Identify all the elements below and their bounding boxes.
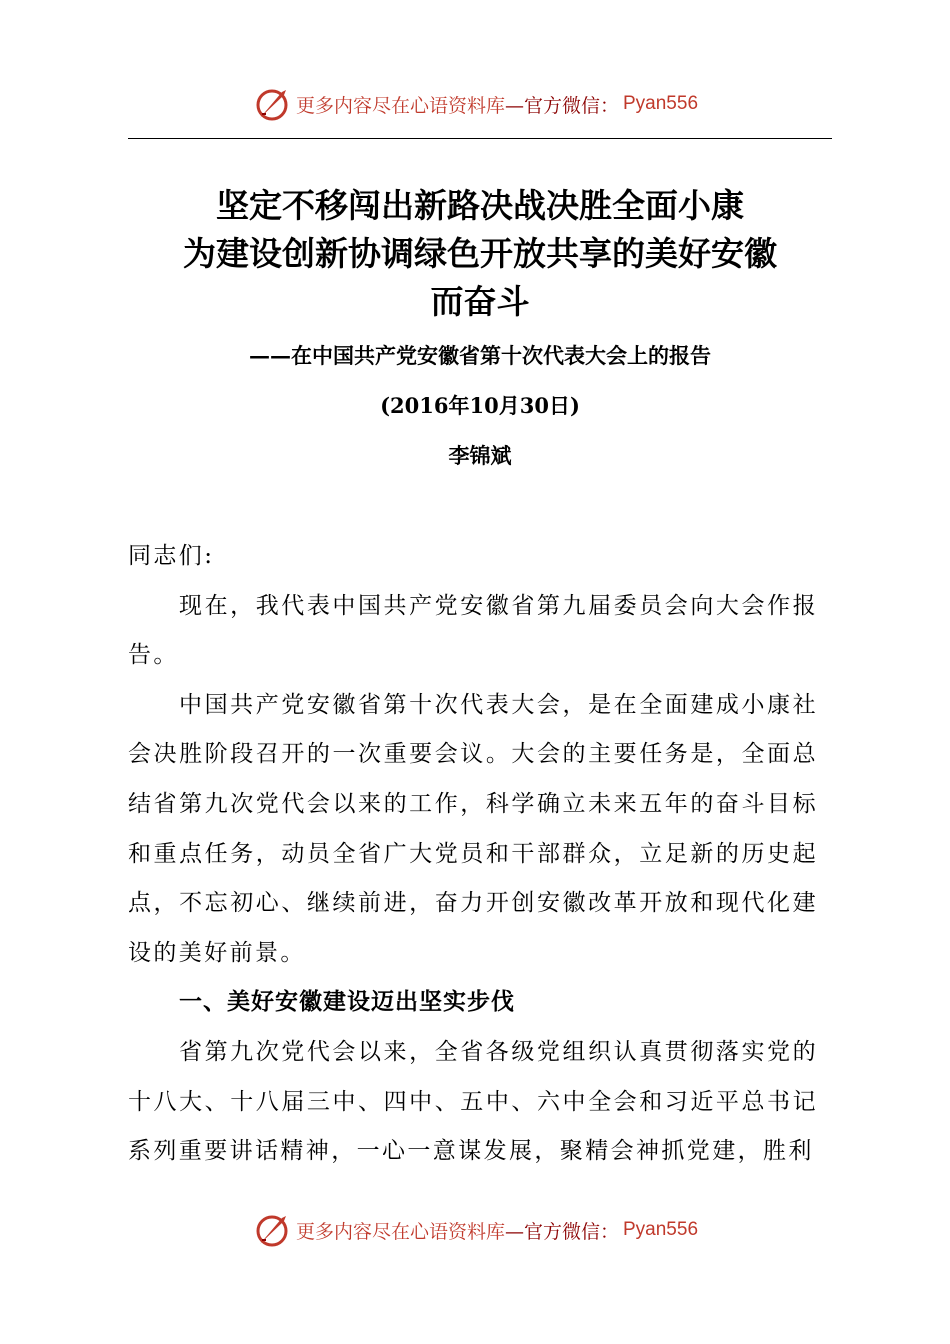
document-author: 李锦斌 xyxy=(448,443,512,468)
watermark-account: Pyan556 xyxy=(623,93,699,114)
watermark-separator: —官方微信： xyxy=(504,94,619,117)
document-title xyxy=(100,182,860,326)
body-paragraph: 中国共产党安徽省第十次代表大会，是在全面建成小康社会决胜阶段召开的一次重要会议。大会的主要任务是，全面总结省第九次党代会以来的工作，科学确立未来五年的奋斗目标和重点任务，动员全省广大党员和干部群众，立足新的历史起点，不忘初心、继续前进，奋力开创安徽改革开放和现代化建设的美好前景。 xyxy=(128,691,818,966)
watermark-account: Pyan556 xyxy=(623,1219,699,1240)
greeting: 同志们: xyxy=(128,543,215,569)
header-divider xyxy=(128,138,832,139)
document-body xyxy=(128,532,818,1177)
watermark-brand: 更多内容尽在心语资料库 xyxy=(295,94,505,117)
title-line-1: 坚定不移闯出新路决战决胜全面小康 xyxy=(216,186,744,225)
section-heading: 一、美好安徽建设迈出坚实步伐 xyxy=(179,989,515,1016)
title-line-3: 而奋斗 xyxy=(430,282,530,321)
body-paragraph: 省第九次党代会以来，全省各级党组织认真贯彻落实党的十八大、十八届三中、四中、五中、六中全会和习近平总书记系列重要讲话精神，一心一意谋发展，聚精会神抓党建，胜利 xyxy=(128,1038,818,1165)
watermark-brand: 更多内容尽在心语资料库 xyxy=(295,1220,505,1243)
quill-logo-icon xyxy=(252,84,292,124)
header-watermark xyxy=(0,84,950,124)
document-subtitle: ——在中国共产党安徽省第十次代表大会上的报告 xyxy=(249,343,711,368)
body-paragraph: 现在，我代表中国共产党安徽省第九届委员会向大会作报告。 xyxy=(128,592,818,669)
title-line-2: 为建设创新协调绿色开放共享的美好安徽 xyxy=(183,234,777,273)
footer-watermark xyxy=(0,1210,950,1250)
watermark-separator: —官方微信： xyxy=(504,1220,619,1243)
document-date: (2016年10月30日) xyxy=(380,393,580,418)
quill-logo-icon xyxy=(252,1210,292,1250)
